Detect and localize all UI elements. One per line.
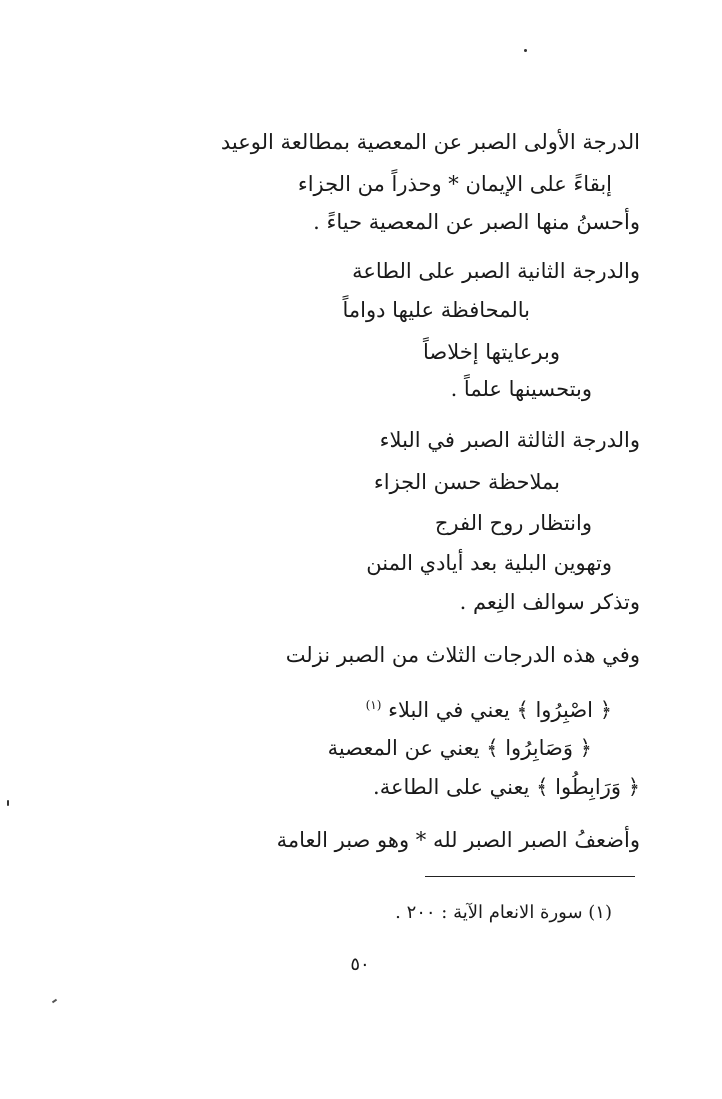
ink-speck — [524, 49, 527, 52]
body-line: وأضعفُ الصبر الصبر لله * وهو صبر العامة — [276, 828, 640, 852]
verse-text: ﴿ اصْبِرُوا ﴾ يعني في البلاء — [388, 698, 612, 722]
body-line: الدرجة الأولى الصبر عن المعصية بمطالعة الوعيد — [220, 130, 640, 154]
body-line: وفي هذه الدرجات الثلاث من الصبر نزلت — [285, 643, 640, 667]
verse-line: ﴿ وَصَابِرُوا ﴾ يعني عن المعصية — [327, 736, 592, 760]
body-line: وتذكر سوالف النِعم . — [459, 590, 640, 614]
body-line: وبتحسينها علماً . — [450, 377, 592, 401]
footnote: (١) سورة الانعام الآية : ٢٠٠ . — [395, 902, 612, 923]
body-line: وانتظار روح الفرج — [434, 511, 592, 535]
ink-speck — [7, 800, 9, 806]
body-line: والدرجة الثانية الصبر على الطاعة — [352, 259, 640, 283]
body-line: إبقاءً على الإيمان * وحذراً من الجزاء — [297, 172, 612, 196]
body-line: بملاحظة حسن الجزاء — [373, 470, 560, 494]
verse-line — [366, 690, 612, 725]
ink-speck — [52, 999, 57, 1004]
footnote-divider — [425, 876, 635, 877]
body-line: والدرجة الثالثة الصبر في البلاء — [379, 428, 640, 452]
body-line: وبرعايتها إخلاصاً — [422, 340, 560, 364]
verse-line: ﴿ وَرَابِطُوا ﴾ يعني على الطاعة. — [373, 775, 640, 799]
body-line: وتهوين البلية بعد أيادي المنن — [366, 551, 612, 575]
footnote-reference: (١) — [365, 698, 382, 712]
body-line: بالمحافظة عليها دواماً — [342, 298, 530, 322]
body-line: وأحسنُ منها الصبر عن المعصية حياءً . — [313, 210, 640, 234]
page-number: ٥٠ — [350, 954, 370, 975]
